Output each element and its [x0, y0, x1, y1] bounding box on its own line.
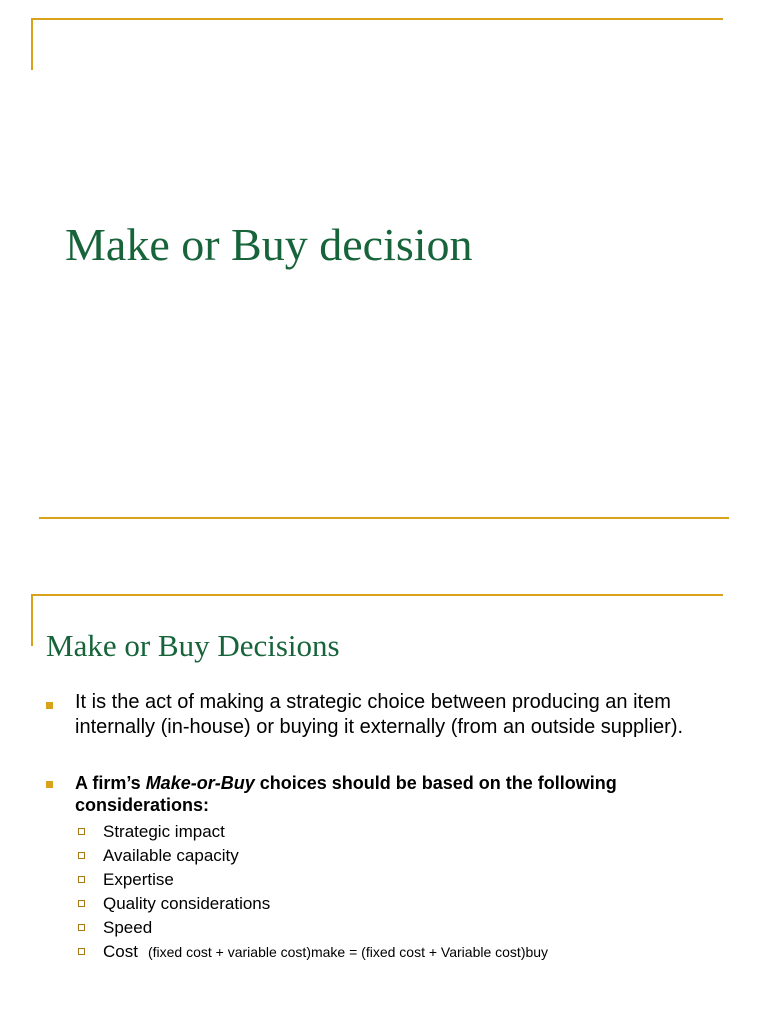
list-item [78, 844, 718, 868]
bullet-considerations-text [75, 772, 726, 816]
hollow-square-bullet-icon [78, 900, 85, 907]
slide-1-left-rule [31, 18, 33, 70]
bullet-considerations-emphasis: Make-or-Buy [145, 773, 255, 793]
list-item [78, 868, 718, 892]
bullet-definition-text: It is the act of making a strategic choice between producing an item internally (in-house) or buying it externally (from an outside supplier). [75, 691, 684, 738]
list-item [78, 892, 718, 916]
bullet-considerations-suffix: choices should be based on the following considerations: [75, 773, 617, 815]
list-item [78, 940, 718, 964]
slide-2-top-rule [31, 594, 723, 596]
consideration-label: Cost [103, 942, 138, 961]
consideration-label: Available capacity [103, 846, 239, 865]
hollow-square-bullet-icon [78, 924, 85, 931]
hollow-square-bullet-icon [78, 852, 85, 859]
consideration-label: Quality considerations [103, 894, 271, 913]
slide-2-left-rule [31, 594, 33, 646]
bullet-considerations-prefix: A firm’s [75, 773, 146, 793]
square-bullet-icon [46, 781, 53, 788]
slide-2-title: Make or Buy Decisions [46, 628, 340, 663]
consideration-label: Strategic impact [103, 822, 225, 841]
consideration-label: Expertise [103, 870, 174, 889]
slide-1-top-rule [31, 18, 723, 20]
slide-1-title: Make or Buy decision [65, 219, 473, 270]
hollow-square-bullet-icon [78, 948, 85, 955]
list-item [78, 820, 718, 844]
square-bullet-icon [46, 702, 53, 709]
hollow-square-bullet-icon [78, 876, 85, 883]
considerations-list [78, 820, 718, 964]
consideration-label: Speed [103, 918, 153, 937]
bullet-definition [46, 690, 726, 740]
hollow-square-bullet-icon [78, 828, 85, 835]
slide-1-bottom-rule [39, 517, 729, 519]
list-item [78, 916, 718, 940]
cost-formula: (fixed cost + variable cost)make = (fixed cost + Variable cost)buy [147, 944, 549, 960]
bullet-considerations [46, 772, 726, 816]
